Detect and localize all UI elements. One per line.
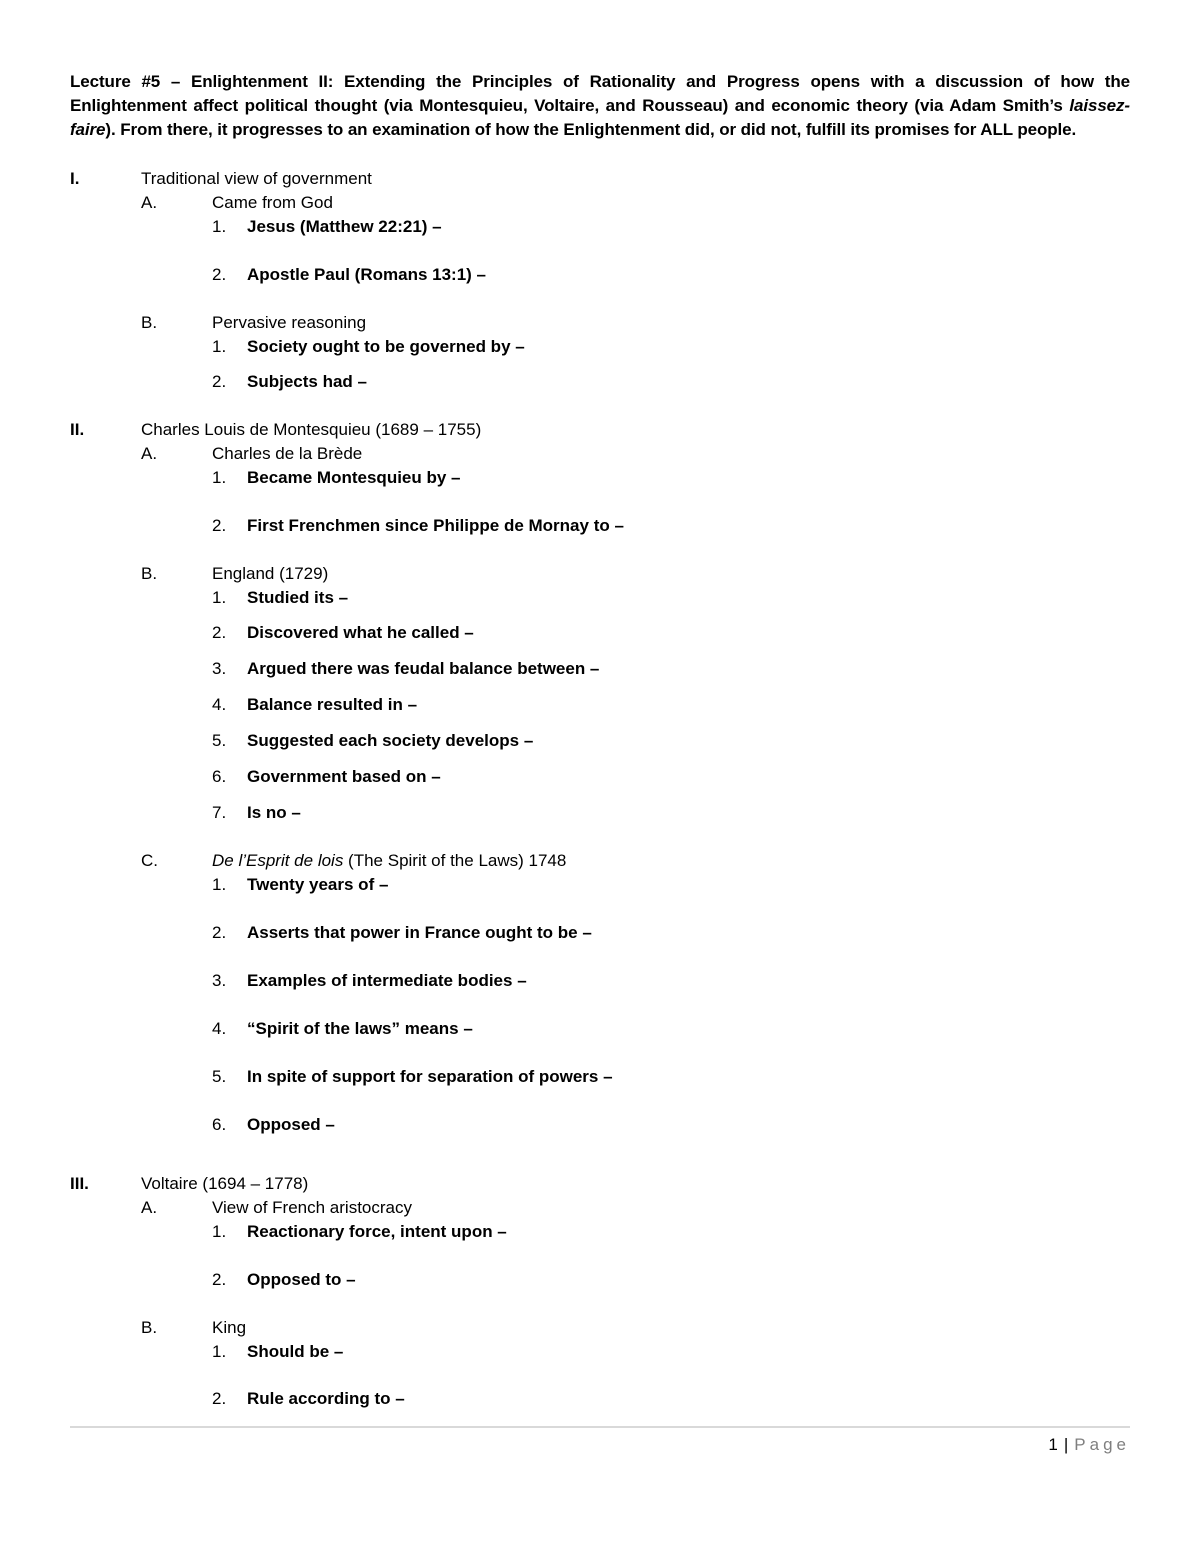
subsection-heading: King xyxy=(212,1318,247,1337)
subsection-heading xyxy=(212,849,566,873)
outline-item: Jesus (Matthew 22:21) – xyxy=(247,217,442,236)
item-marker: 3. xyxy=(212,971,227,990)
outline-item: Discovered what he called – xyxy=(247,623,474,642)
intro-text-2: ). From there, it progresses to an examination of how the Enlightenment did, or did not, fulfill its promises for ALL people. xyxy=(105,120,1077,139)
section-heading: Voltaire (1694 – 1778) xyxy=(141,1174,309,1193)
item-marker: 1. xyxy=(212,468,227,487)
item-marker: 2. xyxy=(212,372,227,391)
intro-text-1: Lecture #5 – Enlightenment II: Extending the Principles of Rationality and Progress opens with a discussion of how the Enlightenment affect political thought (via Montesquieu, Voltaire, and Rousseau) and economic theory (via Adam Smith’s xyxy=(70,72,1130,115)
outline-item: Opposed – xyxy=(247,1115,335,1134)
outline-item: Rule according to – xyxy=(247,1389,405,1408)
item-marker: 2. xyxy=(212,623,227,642)
page-footer xyxy=(1048,1433,1130,1457)
item-marker: 4. xyxy=(212,1019,227,1038)
outline-item: Apostle Paul (Romans 13:1) – xyxy=(247,265,487,284)
subsection-marker: A. xyxy=(141,444,158,463)
item-marker: 5. xyxy=(212,1067,227,1086)
item-marker: 1. xyxy=(212,1342,227,1361)
subsection-marker: B. xyxy=(141,564,158,583)
outline-item: “Spirit of the laws” means – xyxy=(247,1019,473,1038)
subsection-marker: B. xyxy=(141,1318,158,1337)
outline-item: Subjects had – xyxy=(247,372,367,391)
outline-item: Opposed to – xyxy=(247,1270,356,1289)
outline-item: Twenty years of – xyxy=(247,875,389,894)
subsection-marker: A. xyxy=(141,1198,158,1217)
item-marker: 6. xyxy=(212,767,227,786)
page-number: 1 xyxy=(1048,1435,1058,1454)
item-marker: 4. xyxy=(212,695,227,714)
outline-item: Should be – xyxy=(247,1342,344,1361)
item-marker: 1. xyxy=(212,588,227,607)
item-marker: 1. xyxy=(212,875,227,894)
item-marker: 3. xyxy=(212,659,227,678)
outline-item: Reactionary force, intent upon – xyxy=(247,1222,507,1241)
outline-item: Government based on – xyxy=(247,767,441,786)
outline-item: Studied its – xyxy=(247,588,349,607)
outline-item: Became Montesquieu by – xyxy=(247,468,461,487)
section-marker: I. xyxy=(70,169,80,188)
item-marker: 1. xyxy=(212,337,227,356)
section-heading: Traditional view of government xyxy=(141,169,372,188)
outline-item: Argued there was feudal balance between – xyxy=(247,659,600,678)
subsection-marker: C. xyxy=(141,851,158,870)
intro-paragraph xyxy=(70,70,1130,142)
subsection-marker: A. xyxy=(141,193,158,212)
outline-item: Society ought to be governed by – xyxy=(247,337,525,356)
page-label: Page xyxy=(1074,1435,1130,1454)
footer-separator: | xyxy=(1063,1435,1069,1454)
item-marker: 2. xyxy=(212,1270,227,1289)
outline-item: Examples of intermediate bodies – xyxy=(247,971,527,990)
section-heading: Charles Louis de Montesquieu (1689 – 1755) xyxy=(141,420,482,439)
item-marker: 7. xyxy=(212,803,227,822)
section-marker: II. xyxy=(70,420,85,439)
outline-item: Balance resulted in – xyxy=(247,695,418,714)
outline-item: First Frenchmen since Philippe de Mornay to – xyxy=(247,516,624,535)
outline-item: In spite of support for separation of powers – xyxy=(247,1067,613,1086)
outline-item: Is no – xyxy=(247,803,301,822)
subsection-heading: Charles de la Brède xyxy=(212,444,363,463)
subsection-marker: B. xyxy=(141,313,158,332)
subsection-heading: View of French aristocracy xyxy=(212,1198,412,1217)
item-marker: 5. xyxy=(212,731,227,750)
book-subtitle: (The Spirit of the Laws) 1748 xyxy=(343,851,567,870)
outline-item: Asserts that power in France ought to be – xyxy=(247,923,592,942)
intro-italic: laissez-faire xyxy=(70,96,1130,139)
book-title: De l’Esprit de lois xyxy=(212,851,344,870)
subsection-heading: Pervasive reasoning xyxy=(212,313,367,332)
item-marker: 1. xyxy=(212,1222,227,1241)
item-marker: 2. xyxy=(212,923,227,942)
footer-divider xyxy=(70,1426,1130,1428)
item-marker: 6. xyxy=(212,1115,227,1134)
outline-item: Suggested each society develops – xyxy=(247,731,534,750)
item-marker: 2. xyxy=(212,265,227,284)
item-marker: 2. xyxy=(212,516,227,535)
item-marker: 2. xyxy=(212,1389,227,1408)
section-marker: III. xyxy=(70,1174,89,1193)
subsection-heading: England (1729) xyxy=(212,564,329,583)
subsection-heading: Came from God xyxy=(212,193,333,212)
item-marker: 1. xyxy=(212,217,227,236)
